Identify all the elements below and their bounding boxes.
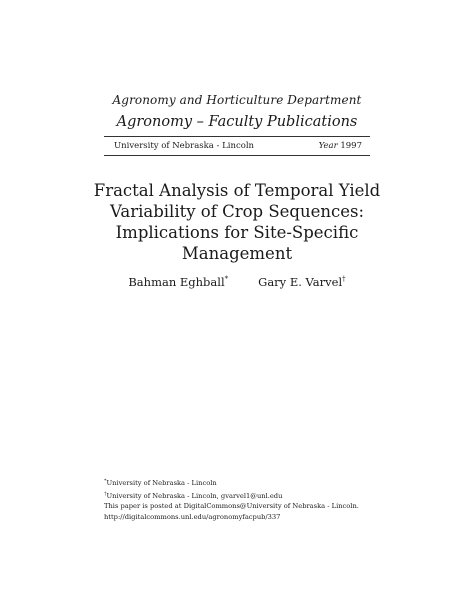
year-value: 1997 xyxy=(340,141,362,151)
footnote-mark: † xyxy=(104,490,107,497)
author xyxy=(128,275,228,289)
title-line: Variability of Crop Sequences: xyxy=(109,202,365,221)
title-line: Management xyxy=(181,244,293,263)
header-rule-top xyxy=(104,136,370,137)
department-name: Agronomy and Horticulture Department xyxy=(112,93,362,107)
posted-notice: This paper is posted at DigitalCommons@University of Nebraska - Lincoln. xyxy=(104,502,359,511)
header-info-line xyxy=(114,141,362,151)
year-field xyxy=(319,141,362,151)
title-line: Implications for Site-Specific xyxy=(115,223,359,242)
title-line: Fractal Analysis of Temporal Yield xyxy=(93,181,381,200)
header-rule-bottom xyxy=(104,155,370,156)
repository-url[interactable]: http://digitalcommons.unl.edu/agronomyfacpub/337 xyxy=(104,512,281,521)
footnote-text: University of Nebraska - Lincoln, gvarvel1@unl.edu xyxy=(106,491,283,500)
year-label: Year xyxy=(318,141,338,151)
institution-name: University of Nebraska - Lincoln xyxy=(114,141,255,151)
author-name: Gary E. Varvel xyxy=(258,275,343,289)
author-list xyxy=(0,275,474,289)
footnotes xyxy=(104,476,374,522)
footnote-affiliation-1 xyxy=(104,476,374,489)
series-title: Agronomy – Faculty Publications xyxy=(116,114,358,130)
footnote-text: University of Nebraska - Lincoln xyxy=(106,479,217,488)
paper-title xyxy=(0,180,474,264)
author-footnote-mark: * xyxy=(224,275,229,284)
footnote-affiliation-2 xyxy=(104,489,374,502)
author-footnote-mark: † xyxy=(342,275,346,284)
author xyxy=(258,275,345,289)
author-name: Bahman Eghball xyxy=(128,275,225,289)
footnote-mark: * xyxy=(104,478,107,484)
